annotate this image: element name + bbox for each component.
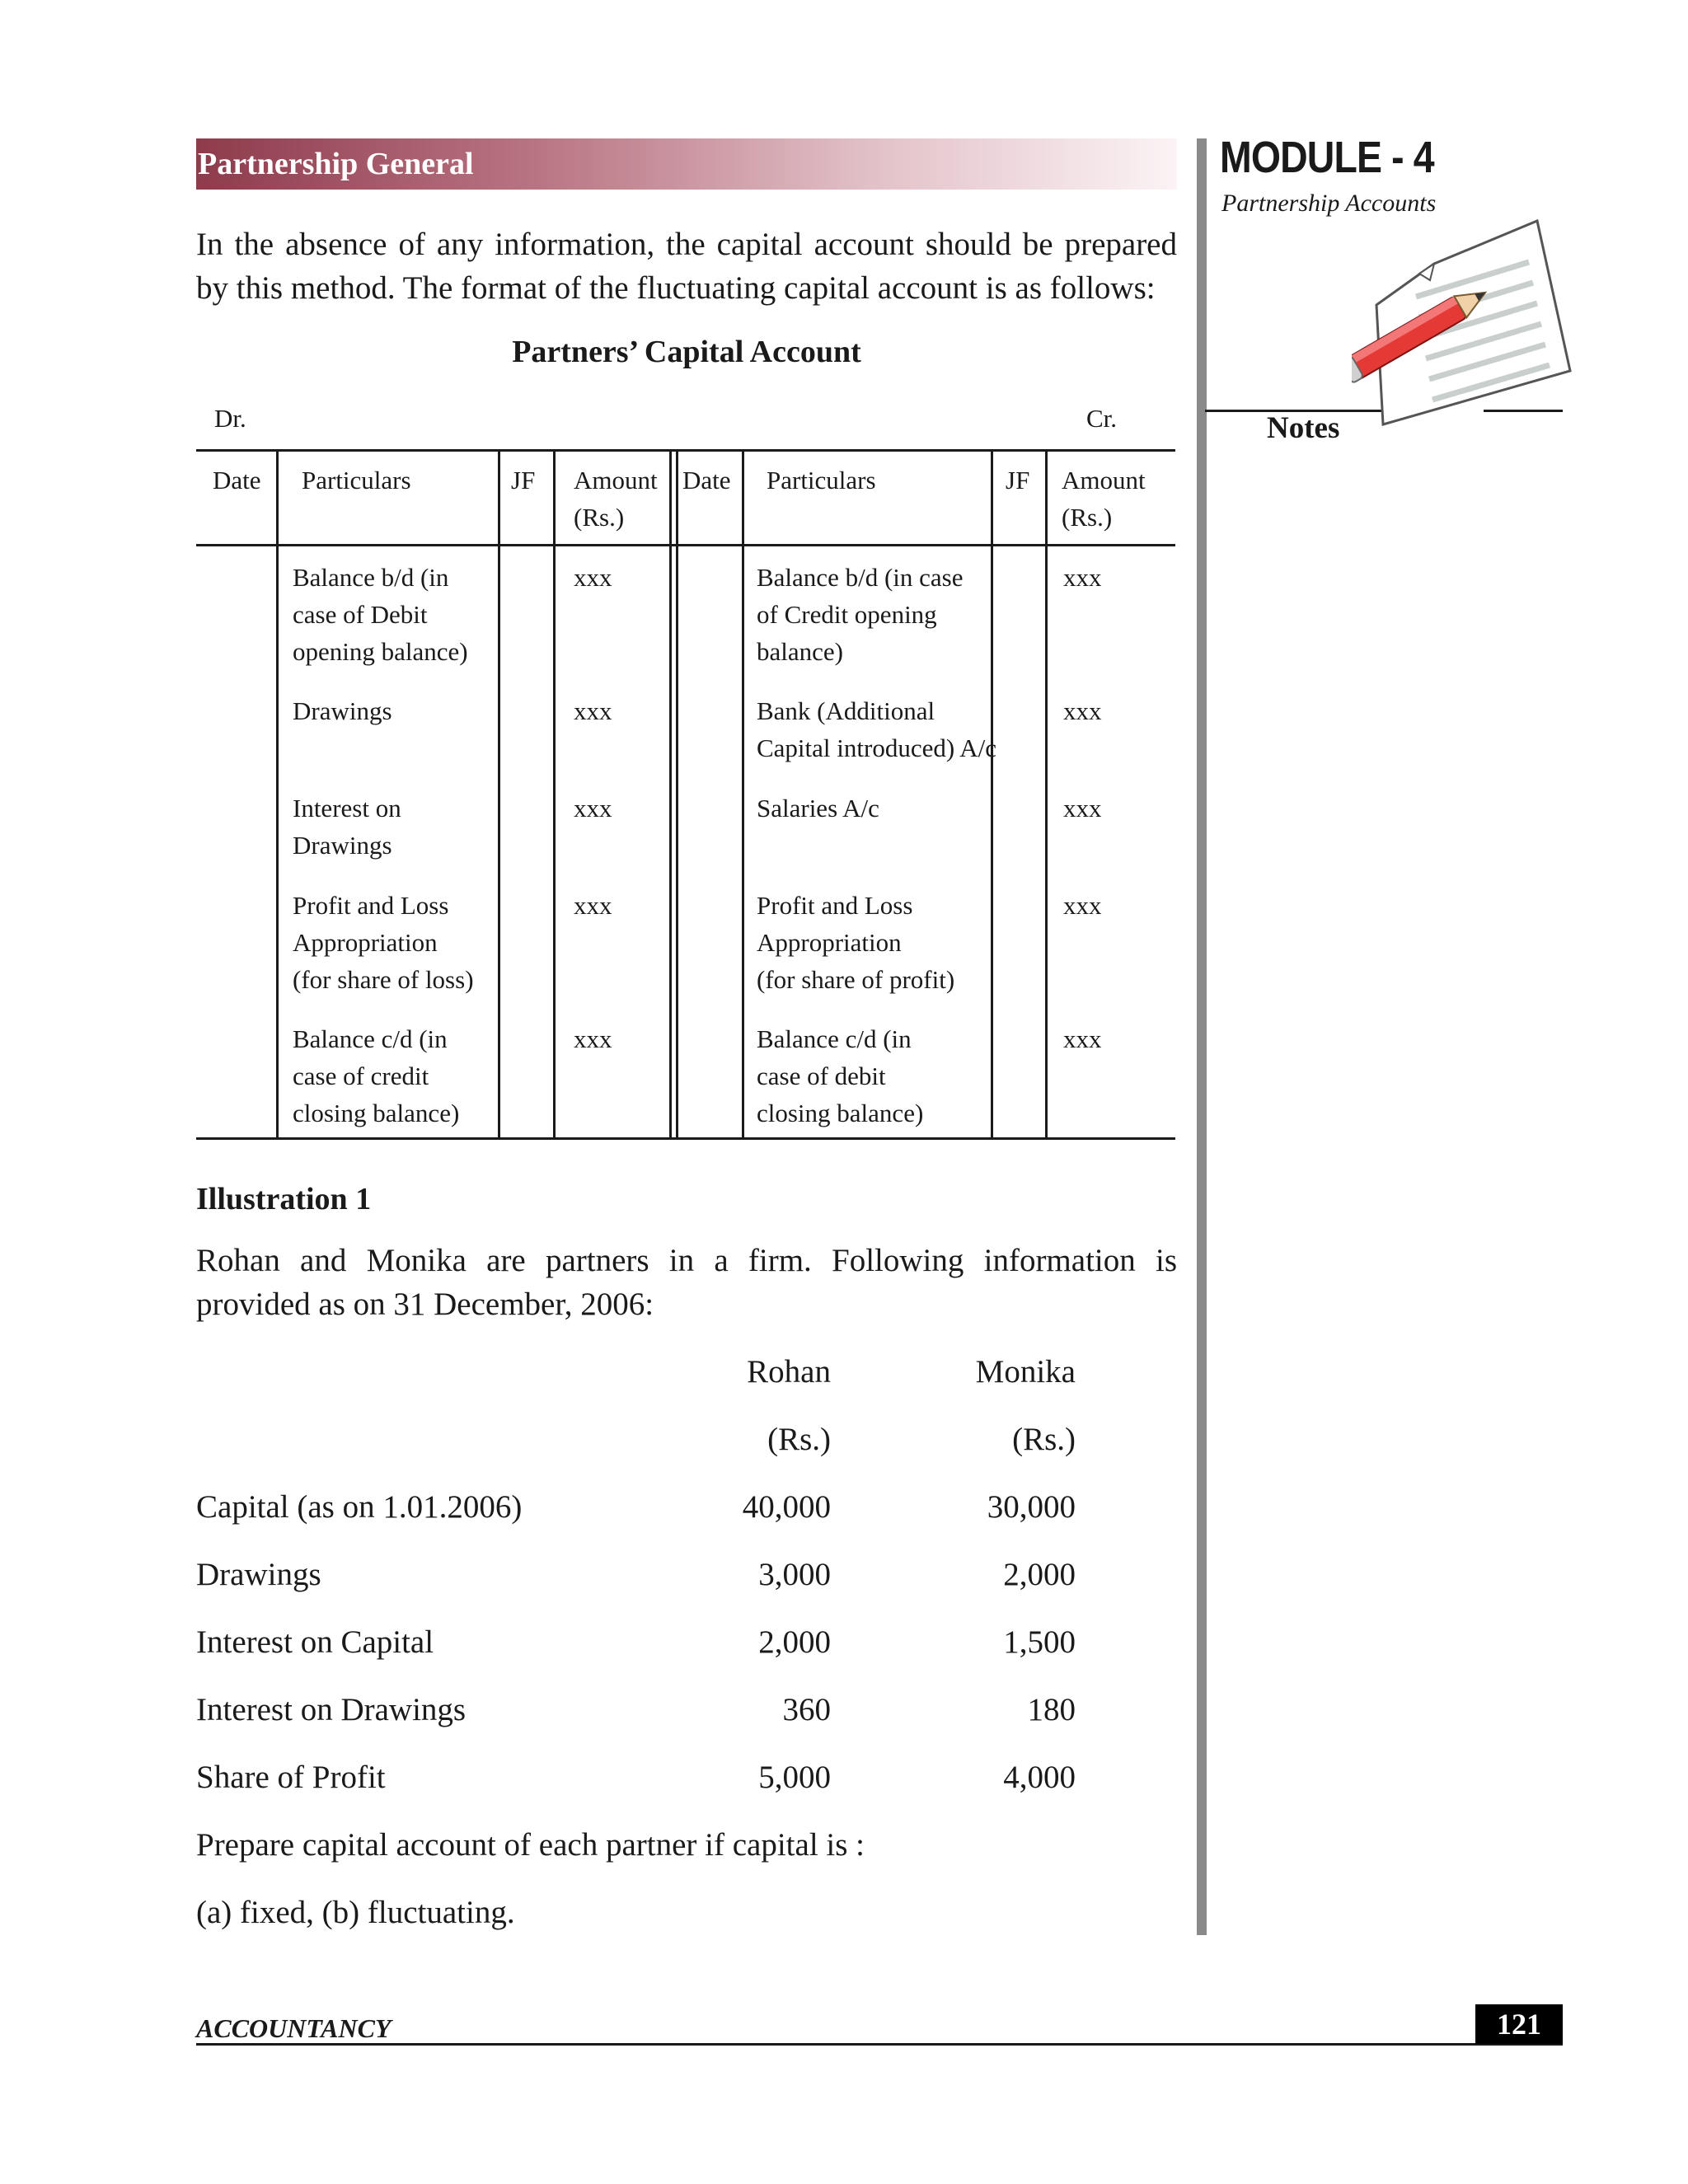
ledger-title: Partners’ Capital Account (512, 335, 861, 369)
credit-particulars-line: (for share of profit) (757, 965, 955, 994)
debit-particulars-line: Profit and Loss (293, 891, 449, 920)
debit-particulars-line: Interest on (293, 794, 401, 823)
credit-particulars-line: Appropriation (757, 928, 902, 957)
credit-particulars-line: Balance c/d (in (757, 1024, 912, 1053)
unit-rohan: (Rs.) (767, 1422, 831, 1457)
credit-particulars-line: of Credit opening (757, 600, 937, 629)
debit-label: Dr. (214, 404, 246, 433)
rohan-value: 3,000 (758, 1557, 831, 1592)
credit-particulars-line: Balance b/d (in case (757, 563, 964, 592)
rohan-value: 2,000 (758, 1624, 831, 1660)
debit-amount: xxx (574, 563, 612, 592)
notes-pencil-icon (1352, 214, 1574, 445)
header-amount-dr: Amount (574, 466, 658, 494)
table-bottom-rule (196, 1137, 1175, 1140)
debit-amount: xxx (574, 696, 612, 725)
header-amount-unit-cr: (Rs.) (1062, 503, 1113, 532)
footer-rule (196, 2043, 1563, 2046)
debit-particulars-line: Balance c/d (in (293, 1024, 448, 1053)
monika-value: 1,500 (1003, 1624, 1076, 1660)
debit-particulars-line: Balance b/d (in (293, 563, 449, 592)
credit-particulars-line: Bank (Additional (757, 696, 935, 725)
rohan-value: 40,000 (742, 1489, 831, 1525)
row-label: Interest on Capital (196, 1624, 434, 1660)
col-divider (1045, 449, 1048, 1139)
col-divider (742, 449, 744, 1139)
table-header-rule (196, 544, 1175, 546)
row-label: Interest on Drawings (196, 1692, 467, 1727)
column-header-rohan: Rohan (747, 1354, 831, 1390)
col-divider (991, 449, 993, 1139)
illustration-question: Prepare capital account of each partner if capital is : (196, 1827, 865, 1863)
monika-value: 180 (1027, 1692, 1076, 1727)
section-title: Partnership General (198, 147, 474, 181)
module-subtitle: Partnership Accounts (1221, 190, 1437, 217)
debit-particulars-line: closing balance) (293, 1099, 460, 1127)
header-amount-unit-dr: (Rs.) (574, 503, 625, 532)
credit-particulars-line: case of debit (757, 1062, 886, 1090)
row-label: Drawings (196, 1557, 321, 1592)
credit-amount: xxx (1063, 891, 1102, 920)
credit-particulars-line: Salaries A/c (757, 794, 879, 823)
debit-amount: xxx (574, 1024, 612, 1053)
illustration-text: Rohan and Monika are partners in a firm. Following information is provided as on 31 December, 2006: (196, 1243, 1177, 1322)
table-top-rule (196, 449, 1175, 452)
col-divider (669, 449, 672, 1139)
credit-particulars-line: closing balance) (757, 1099, 924, 1127)
footer-book-title: ACCOUNTANCY (196, 2013, 392, 2043)
debit-amount: xxx (574, 891, 612, 920)
debit-particulars-line: Appropriation (293, 928, 438, 957)
rohan-value: 5,000 (758, 1760, 831, 1795)
debit-particulars-line: opening balance) (293, 637, 468, 666)
page-number: 121 (1475, 2004, 1563, 2044)
credit-amount: xxx (1063, 696, 1102, 725)
credit-amount: xxx (1063, 1024, 1102, 1053)
credit-amount: xxx (1063, 794, 1102, 823)
side-margin-rule (1197, 138, 1207, 1935)
header-date-cr: Date (682, 466, 731, 494)
credit-amount: xxx (1063, 563, 1102, 592)
debit-particulars-line: case of Debit (293, 600, 428, 629)
header-particulars-dr: Particulars (302, 466, 411, 494)
illustration-options: (a) fixed, (b) fluctuating. (196, 1895, 515, 1930)
intro-paragraph: In the absence of any information, the capital account should be prepared by this method. The format of the fluctuating capital account is as follows: (196, 227, 1177, 306)
illustration-title: Illustration 1 (196, 1182, 372, 1216)
col-divider (676, 449, 678, 1139)
rohan-value: 360 (782, 1692, 831, 1727)
notes-label: Notes (1267, 411, 1340, 445)
debit-amount: xxx (574, 794, 612, 823)
debit-particulars-line: (for share of loss) (293, 965, 474, 994)
col-divider (553, 449, 556, 1139)
monika-value: 2,000 (1003, 1557, 1076, 1592)
credit-particulars-line: Profit and Loss (757, 891, 913, 920)
monika-value: 4,000 (1003, 1760, 1076, 1795)
credit-particulars-line: Capital introduced) A/c (757, 733, 996, 762)
row-label: Capital (as on 1.01.2006) (196, 1489, 523, 1525)
header-jf-dr: JF (511, 466, 536, 494)
header-particulars-cr: Particulars (767, 466, 876, 494)
column-header-monika: Monika (975, 1354, 1076, 1390)
row-label: Share of Profit (196, 1760, 386, 1795)
debit-particulars-line: Drawings (293, 696, 392, 725)
debit-particulars-line: Drawings (293, 831, 392, 860)
header-date-dr: Date (213, 466, 261, 494)
header-amount-cr: Amount (1062, 466, 1146, 494)
col-divider (276, 449, 279, 1139)
credit-particulars-line: balance) (757, 637, 843, 666)
unit-monika: (Rs.) (1012, 1422, 1076, 1457)
debit-particulars-line: case of credit (293, 1062, 429, 1090)
col-divider (498, 449, 500, 1139)
credit-label: Cr. (1086, 404, 1118, 433)
monika-value: 30,000 (987, 1489, 1076, 1525)
header-jf-cr: JF (1006, 466, 1030, 494)
module-title: MODULE - 4 (1220, 133, 1434, 182)
